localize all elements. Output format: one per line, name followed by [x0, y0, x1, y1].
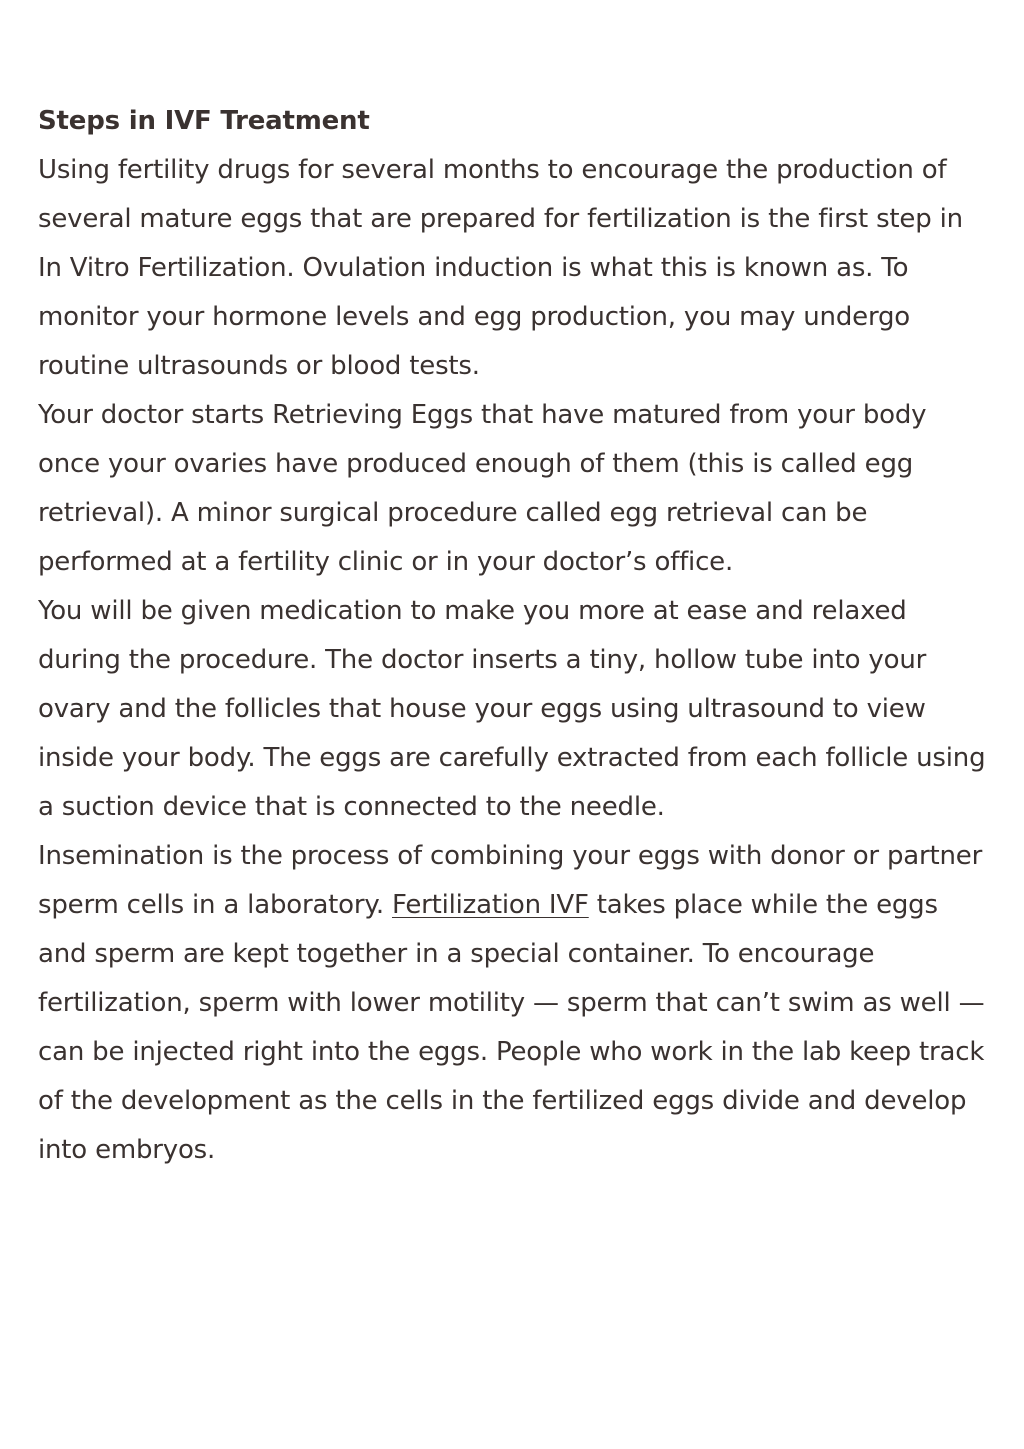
fertilization-ivf-link[interactable]: Fertilization IVF	[391, 890, 589, 920]
document-body	[38, 97, 988, 1175]
paragraph-insemination-text-end: takes place while the eggs and sperm are kept together in a special container. To encourage fertilization, sperm with lower motility — sperm that can’t swim as well — can be injected right into the eggs. People who work in the lab keep track of the development as the cells in the fertilized eggs divide and develop into embryos.	[38, 890, 985, 1165]
paragraph-insemination	[38, 832, 988, 1175]
paragraph-egg-retrieval: Your doctor starts Retrieving Eggs that have matured from your body once your ovaries have produced enough of them (this is called egg retrieval). A minor surgical procedure called egg retrieval can be performed at a fertility clinic or in your doctor’s office.	[38, 400, 927, 577]
paragraph-ovulation-induction: Using fertility drugs for several months to encourage the production of several mature eggs that are prepared for fertilization is the first step in In Vitro Fertilization. Ovulation induction is what this is known as. To monitor your hormone levels and egg production, you may undergo routine ultrasounds or blood tests.	[38, 155, 963, 381]
paragraph-procedure: You will be given medication to make you more at ease and relaxed during the procedure. The doctor inserts a tiny, hollow tube into your ovary and the follicles that house your eggs using ultrasound to view inside your body. The eggs are carefully extracted from each follicle using a suction device that is connected to the needle.	[38, 596, 986, 822]
paragraph-insemination-text-start: Insemination is the process of combining your eggs with donor or partner sperm cells in a laboratory.	[38, 841, 983, 920]
section-heading: Steps in IVF Treatment	[38, 106, 370, 136]
